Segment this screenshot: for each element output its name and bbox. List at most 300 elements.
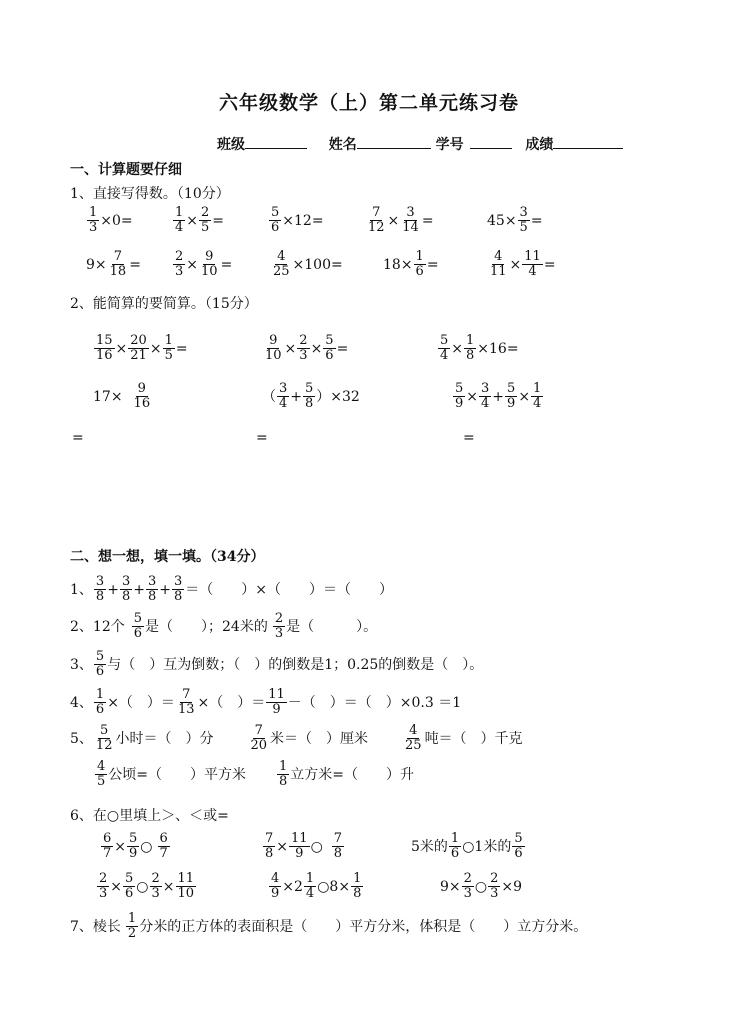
q2-expr-3 bbox=[437, 334, 519, 363]
denominator: 18 bbox=[109, 264, 127, 279]
s2-q5b bbox=[94, 760, 414, 789]
numerator: 4 bbox=[277, 249, 286, 264]
q2-expr-5 bbox=[262, 382, 360, 411]
denominator: 8 bbox=[147, 589, 157, 604]
compare-circle[interactable]: ○ bbox=[136, 878, 149, 895]
fraction bbox=[94, 334, 115, 363]
fraction bbox=[453, 382, 465, 411]
fraction bbox=[173, 250, 185, 279]
math-text: = bbox=[336, 340, 349, 357]
denominator: 5 bbox=[97, 774, 106, 789]
numerator: 2 bbox=[490, 871, 499, 886]
denominator: 6 bbox=[271, 220, 280, 235]
math-text: × bbox=[162, 878, 175, 895]
numerator: 2 bbox=[299, 333, 308, 348]
fraction bbox=[266, 688, 287, 717]
numerator: 1 bbox=[175, 205, 184, 220]
fraction bbox=[94, 688, 106, 717]
math-text: × bbox=[114, 838, 127, 855]
s2-q5a bbox=[70, 724, 523, 753]
compare-circle[interactable]: ○ bbox=[474, 878, 488, 895]
math-text: ×2 bbox=[282, 878, 303, 895]
math-text: 米＝（ ）厘米 bbox=[270, 730, 369, 747]
math-text: ○8× bbox=[317, 878, 351, 895]
s2-q2 bbox=[70, 612, 377, 641]
fraction bbox=[94, 650, 106, 679]
fraction bbox=[400, 206, 421, 235]
fraction bbox=[173, 206, 185, 235]
math-text: × bbox=[115, 340, 128, 357]
math-text: ×100= bbox=[292, 256, 343, 273]
math-text: = bbox=[212, 212, 225, 229]
s2-q6-compare-3 bbox=[411, 832, 526, 861]
math-text: × bbox=[110, 878, 123, 895]
denominator: 5 bbox=[519, 220, 528, 235]
fraction bbox=[94, 724, 115, 753]
denominator: 10 bbox=[201, 264, 218, 279]
denominator: 16 bbox=[133, 396, 151, 411]
denominator: 6 bbox=[514, 846, 523, 861]
math-text: 3、 bbox=[70, 656, 93, 673]
math-text: × bbox=[310, 340, 323, 357]
id-blank[interactable] bbox=[470, 135, 512, 149]
denominator: 11 bbox=[490, 264, 507, 279]
numerator: 5 bbox=[100, 723, 109, 738]
math-text: + bbox=[290, 388, 303, 405]
denominator: 16 bbox=[96, 348, 113, 363]
denominator: 8 bbox=[279, 774, 288, 789]
math-text: ＝（ ）×（ ）＝（ ） bbox=[185, 581, 393, 598]
denominator: 8 bbox=[121, 589, 131, 604]
denominator: 5 bbox=[201, 220, 210, 235]
q1-item-10 bbox=[487, 250, 556, 279]
math-text: × bbox=[149, 340, 162, 357]
math-text: 1、 bbox=[70, 581, 93, 598]
math-text: 45× bbox=[487, 212, 517, 229]
numerator: 5 bbox=[305, 381, 314, 396]
denominator: 10 bbox=[177, 886, 195, 901]
numerator: 3 bbox=[121, 574, 131, 589]
denominator: 9 bbox=[507, 396, 516, 411]
fraction bbox=[366, 206, 387, 235]
numerator: 5 bbox=[271, 205, 280, 220]
q1-item-2 bbox=[172, 206, 224, 235]
q1-item-5 bbox=[487, 206, 543, 235]
denominator: 3 bbox=[175, 264, 184, 279]
denominator: 4 bbox=[533, 396, 542, 411]
math-text: × bbox=[276, 838, 289, 855]
fraction bbox=[403, 724, 424, 753]
q1-item-3 bbox=[268, 206, 324, 235]
math-text: 分米的正方体的表面积是（ ）平方分米，体积是（ ）立方分米。 bbox=[139, 918, 588, 935]
fraction bbox=[488, 250, 509, 279]
fraction bbox=[120, 575, 132, 604]
numerator: 7 bbox=[254, 723, 263, 738]
numerator: 4 bbox=[97, 759, 106, 774]
math-text: × bbox=[186, 256, 199, 273]
denominator: 3 bbox=[151, 886, 160, 901]
denominator: 7 bbox=[159, 846, 168, 861]
numerator: 1 bbox=[450, 831, 460, 846]
math-text: = bbox=[175, 340, 188, 357]
numerator: 3 bbox=[279, 381, 288, 396]
math-text: = bbox=[220, 256, 233, 273]
q2-label: 2、能简算的要简算。（15分） bbox=[70, 296, 258, 312]
math-text: × bbox=[466, 388, 479, 405]
math-text: + bbox=[159, 581, 171, 598]
fraction bbox=[146, 575, 158, 604]
numerator: 5 bbox=[129, 831, 138, 846]
math-text: ×16= bbox=[477, 340, 519, 357]
denominator: 4 bbox=[528, 264, 537, 279]
numerator: 3 bbox=[95, 574, 105, 589]
s2-q4 bbox=[70, 688, 461, 717]
fraction bbox=[263, 334, 284, 363]
math-text: 5、 bbox=[70, 730, 93, 747]
numerator: 2 bbox=[99, 871, 108, 886]
denominator: 4 bbox=[440, 348, 449, 363]
q2-eq-3: = bbox=[463, 430, 475, 446]
q1-item-4 bbox=[365, 206, 434, 235]
fraction bbox=[438, 334, 450, 363]
s2-q7 bbox=[70, 912, 587, 941]
fraction bbox=[176, 688, 197, 717]
denominator: 10 bbox=[265, 348, 282, 363]
math-text: ○1米的 bbox=[462, 838, 512, 855]
fraction bbox=[172, 575, 184, 604]
info-line bbox=[217, 135, 623, 153]
math-text: + bbox=[133, 581, 145, 598]
compare-circle[interactable]: ○ bbox=[140, 838, 153, 855]
math-text: + bbox=[492, 388, 505, 405]
fraction bbox=[150, 872, 162, 901]
denominator: 8 bbox=[353, 886, 362, 901]
denominator: 9 bbox=[455, 396, 464, 411]
numerator: 4 bbox=[409, 723, 418, 738]
compare-circle[interactable]: ○ bbox=[310, 838, 323, 855]
numerator: 5 bbox=[325, 333, 334, 348]
q2-eq-2: = bbox=[256, 430, 268, 446]
math-text: × bbox=[186, 212, 199, 229]
fraction bbox=[518, 206, 530, 235]
numerator: 2 bbox=[175, 249, 184, 264]
math-text: 9× bbox=[440, 878, 461, 895]
fraction bbox=[97, 872, 109, 901]
denominator: 6 bbox=[133, 626, 143, 641]
denominator: 8 bbox=[95, 589, 105, 604]
denominator: 3 bbox=[274, 626, 284, 641]
denominator: 3 bbox=[463, 886, 472, 901]
numerator: 9 bbox=[137, 381, 146, 396]
denominator: 20 bbox=[250, 738, 268, 753]
math-text: （ bbox=[262, 388, 276, 405]
q1-label: 1、直接写得数。（10分） bbox=[70, 186, 230, 202]
fraction bbox=[304, 872, 316, 901]
denominator: 21 bbox=[130, 348, 147, 363]
s2-q3 bbox=[70, 650, 483, 679]
denominator: 4 bbox=[175, 220, 184, 235]
math-text: 立方米=（ ）升 bbox=[290, 766, 415, 783]
numerator: 7 bbox=[182, 687, 191, 702]
denominator: 4 bbox=[305, 886, 315, 901]
denominator: 8 bbox=[466, 348, 475, 363]
denominator: 8 bbox=[305, 396, 314, 411]
numerator: 2 bbox=[463, 871, 472, 886]
fraction bbox=[199, 250, 220, 279]
numerator: 5 bbox=[514, 831, 523, 846]
math-text: 公顷=（ ）平方米 bbox=[108, 766, 247, 783]
numerator: 20 bbox=[130, 333, 147, 348]
numerator: 7 bbox=[372, 205, 381, 220]
numerator: 7 bbox=[113, 249, 123, 264]
denominator: 8 bbox=[333, 846, 343, 861]
numerator: 7 bbox=[265, 831, 274, 846]
q2-expr-2 bbox=[262, 334, 348, 363]
denominator: 3 bbox=[299, 348, 308, 363]
math-text: 7、棱长 bbox=[70, 918, 121, 935]
fraction bbox=[101, 832, 113, 861]
q2-expr-1 bbox=[93, 334, 188, 363]
numerator: 3 bbox=[519, 205, 528, 220]
fraction bbox=[479, 382, 491, 411]
fraction bbox=[108, 250, 129, 279]
fraction bbox=[176, 872, 197, 901]
numerator: 6 bbox=[159, 831, 168, 846]
math-text: 吨＝（ ）千克 bbox=[424, 730, 523, 747]
q2-eq-1: = bbox=[72, 430, 84, 446]
fraction bbox=[303, 382, 315, 411]
math-text: = bbox=[426, 256, 439, 273]
fraction bbox=[123, 872, 135, 901]
numerator: 1 bbox=[279, 759, 288, 774]
denominator: 12 bbox=[95, 738, 113, 753]
denominator: 25 bbox=[405, 738, 422, 753]
fraction bbox=[449, 832, 461, 861]
fraction bbox=[323, 334, 335, 363]
numerator: 6 bbox=[103, 831, 112, 846]
section2-heading: 二、想一想，填一填。（34分） bbox=[70, 549, 265, 565]
numerator: 5 bbox=[133, 611, 143, 626]
fraction bbox=[127, 832, 139, 861]
denominator: 4 bbox=[481, 396, 490, 411]
math-text: × bbox=[518, 388, 531, 405]
math-text: 与（ ）互为倒数；（ ）的倒数是1；0.25的倒数是（ ）。 bbox=[107, 656, 484, 673]
fraction bbox=[269, 872, 281, 901]
denominator: 8 bbox=[265, 846, 274, 861]
numerator: 2 bbox=[201, 205, 210, 220]
denominator: 6 bbox=[415, 264, 424, 279]
class-blank[interactable] bbox=[245, 135, 307, 149]
numerator: 3 bbox=[481, 381, 490, 396]
fraction bbox=[512, 832, 524, 861]
fraction bbox=[273, 612, 285, 641]
numerator: 4 bbox=[271, 871, 280, 886]
math-text: 18× bbox=[383, 256, 413, 273]
fraction bbox=[414, 250, 426, 279]
denominator: 7 bbox=[103, 846, 112, 861]
numerator: 15 bbox=[96, 333, 113, 348]
q1-item-7 bbox=[172, 250, 232, 279]
numerator: 7 bbox=[333, 831, 343, 846]
numerator: 1 bbox=[89, 205, 98, 220]
numerator: 3 bbox=[173, 574, 183, 589]
name-blank[interactable] bbox=[357, 135, 431, 149]
denominator: 4 bbox=[279, 396, 288, 411]
q2-expr-4 bbox=[93, 382, 153, 411]
denominator: 6 bbox=[95, 702, 105, 717]
q1-item-9 bbox=[383, 250, 439, 279]
math-text: = bbox=[543, 256, 556, 273]
math-text: 17× bbox=[93, 388, 123, 405]
s2-q6-compare-2 bbox=[262, 832, 345, 861]
s2-q6-compare-4 bbox=[96, 872, 197, 901]
fraction bbox=[95, 760, 107, 789]
fraction bbox=[126, 912, 138, 941]
math-text: ×（ ）＝ bbox=[107, 694, 175, 711]
q1-item-6 bbox=[86, 250, 141, 279]
math-text: 4、 bbox=[70, 694, 93, 711]
math-text: ×9 bbox=[501, 878, 523, 895]
fraction bbox=[277, 382, 289, 411]
fraction bbox=[271, 250, 292, 279]
denominator: 2 bbox=[127, 926, 137, 941]
score-label: 成绩 bbox=[525, 137, 554, 153]
math-text: ×12= bbox=[282, 212, 324, 229]
id-label: 学号 bbox=[435, 137, 464, 153]
s2-q6-label: 6、在○里填上＞、＜或= bbox=[70, 808, 229, 824]
fraction bbox=[199, 206, 211, 235]
denominator: 25 bbox=[273, 264, 290, 279]
math-text: ）×32 bbox=[316, 388, 360, 405]
denominator: 13 bbox=[177, 702, 195, 717]
s2-q6-compare-6 bbox=[440, 872, 522, 901]
page-title: 六年级数学（上）第二单元练习卷 bbox=[219, 92, 520, 114]
math-text: × bbox=[509, 256, 522, 273]
denominator: 6 bbox=[125, 886, 134, 901]
math-text: × bbox=[451, 340, 464, 357]
math-text: 小时＝（ ）分 bbox=[115, 730, 214, 747]
numerator: 11 bbox=[268, 687, 285, 702]
fraction bbox=[94, 575, 106, 604]
fraction bbox=[464, 334, 476, 363]
math-text: 9× bbox=[86, 256, 107, 273]
fraction bbox=[297, 334, 309, 363]
s2-q6-compare-5 bbox=[268, 872, 364, 901]
numerator: 1 bbox=[164, 333, 173, 348]
denominator: 6 bbox=[325, 348, 334, 363]
math-text: －（ ）＝（ ）×0.3 ＝1 bbox=[287, 694, 462, 711]
denominator: 8 bbox=[173, 589, 183, 604]
numerator: 3 bbox=[406, 205, 415, 220]
fraction bbox=[158, 832, 170, 861]
fraction bbox=[505, 382, 517, 411]
q1-item-8 bbox=[270, 250, 343, 279]
math-text: ×（ ）＝ bbox=[197, 694, 266, 711]
name-label: 姓名 bbox=[328, 137, 357, 153]
q1-item-1 bbox=[86, 206, 133, 235]
numerator: 5 bbox=[455, 381, 464, 396]
fraction bbox=[132, 382, 153, 411]
denominator: 3 bbox=[99, 886, 108, 901]
numerator: 11 bbox=[291, 831, 308, 846]
denominator: 14 bbox=[402, 220, 419, 235]
fraction bbox=[128, 334, 149, 363]
numerator: 11 bbox=[177, 871, 195, 886]
fraction bbox=[87, 206, 99, 235]
numerator: 5 bbox=[507, 381, 516, 396]
numerator: 1 bbox=[415, 249, 424, 264]
numerator: 3 bbox=[147, 574, 157, 589]
math-text: = bbox=[530, 212, 543, 229]
math-text: 5米的 bbox=[411, 838, 448, 855]
numerator: 1 bbox=[353, 871, 362, 886]
denominator: 9 bbox=[129, 846, 138, 861]
numerator: 2 bbox=[151, 871, 160, 886]
numerator: 9 bbox=[205, 249, 214, 264]
math-text: = bbox=[129, 256, 141, 273]
math-text: × bbox=[387, 212, 400, 229]
q2-expr-6 bbox=[452, 382, 544, 411]
numerator: 4 bbox=[494, 249, 503, 264]
fraction bbox=[163, 334, 175, 363]
numerator: 5 bbox=[440, 333, 449, 348]
numerator: 1 bbox=[127, 911, 137, 926]
fraction bbox=[351, 872, 363, 901]
denominator: 3 bbox=[89, 220, 98, 235]
numerator: 11 bbox=[524, 249, 541, 264]
fraction bbox=[269, 206, 281, 235]
numerator: 1 bbox=[466, 333, 475, 348]
math-text: + bbox=[107, 581, 119, 598]
fraction bbox=[462, 872, 474, 901]
denominator: 9 bbox=[272, 702, 281, 717]
numerator: 5 bbox=[95, 649, 105, 664]
math-text: × bbox=[284, 340, 297, 357]
denominator: 5 bbox=[164, 348, 173, 363]
fraction bbox=[277, 760, 289, 789]
numerator: 1 bbox=[305, 871, 315, 886]
s2-q6-compare-1 bbox=[100, 832, 171, 861]
fraction bbox=[248, 724, 269, 753]
fraction bbox=[132, 612, 144, 641]
score-blank[interactable] bbox=[553, 135, 623, 149]
denominator: 3 bbox=[490, 886, 499, 901]
math-text: 是（ ）；24米的 bbox=[145, 618, 268, 635]
fraction bbox=[522, 250, 543, 279]
math-text: ×0= bbox=[100, 212, 133, 229]
fraction bbox=[488, 872, 500, 901]
numerator: 5 bbox=[125, 871, 134, 886]
numerator: 1 bbox=[95, 687, 105, 702]
numerator: 2 bbox=[274, 611, 284, 626]
denominator: 6 bbox=[95, 664, 105, 679]
section1-heading: 一、计算题要仔细 bbox=[70, 162, 182, 178]
math-text: 是（ ）。 bbox=[286, 618, 378, 635]
fraction bbox=[531, 382, 543, 411]
class-label: 班级 bbox=[217, 137, 245, 153]
math-text: = bbox=[421, 212, 434, 229]
numerator: 9 bbox=[269, 333, 278, 348]
denominator: 9 bbox=[271, 886, 280, 901]
s2-q1 bbox=[70, 575, 393, 604]
denominator: 6 bbox=[450, 846, 460, 861]
fraction bbox=[332, 832, 344, 861]
fraction bbox=[289, 832, 310, 861]
math-text: 2、12个 bbox=[70, 618, 125, 635]
numerator: 1 bbox=[533, 381, 542, 396]
denominator: 9 bbox=[295, 846, 304, 861]
denominator: 12 bbox=[368, 220, 385, 235]
